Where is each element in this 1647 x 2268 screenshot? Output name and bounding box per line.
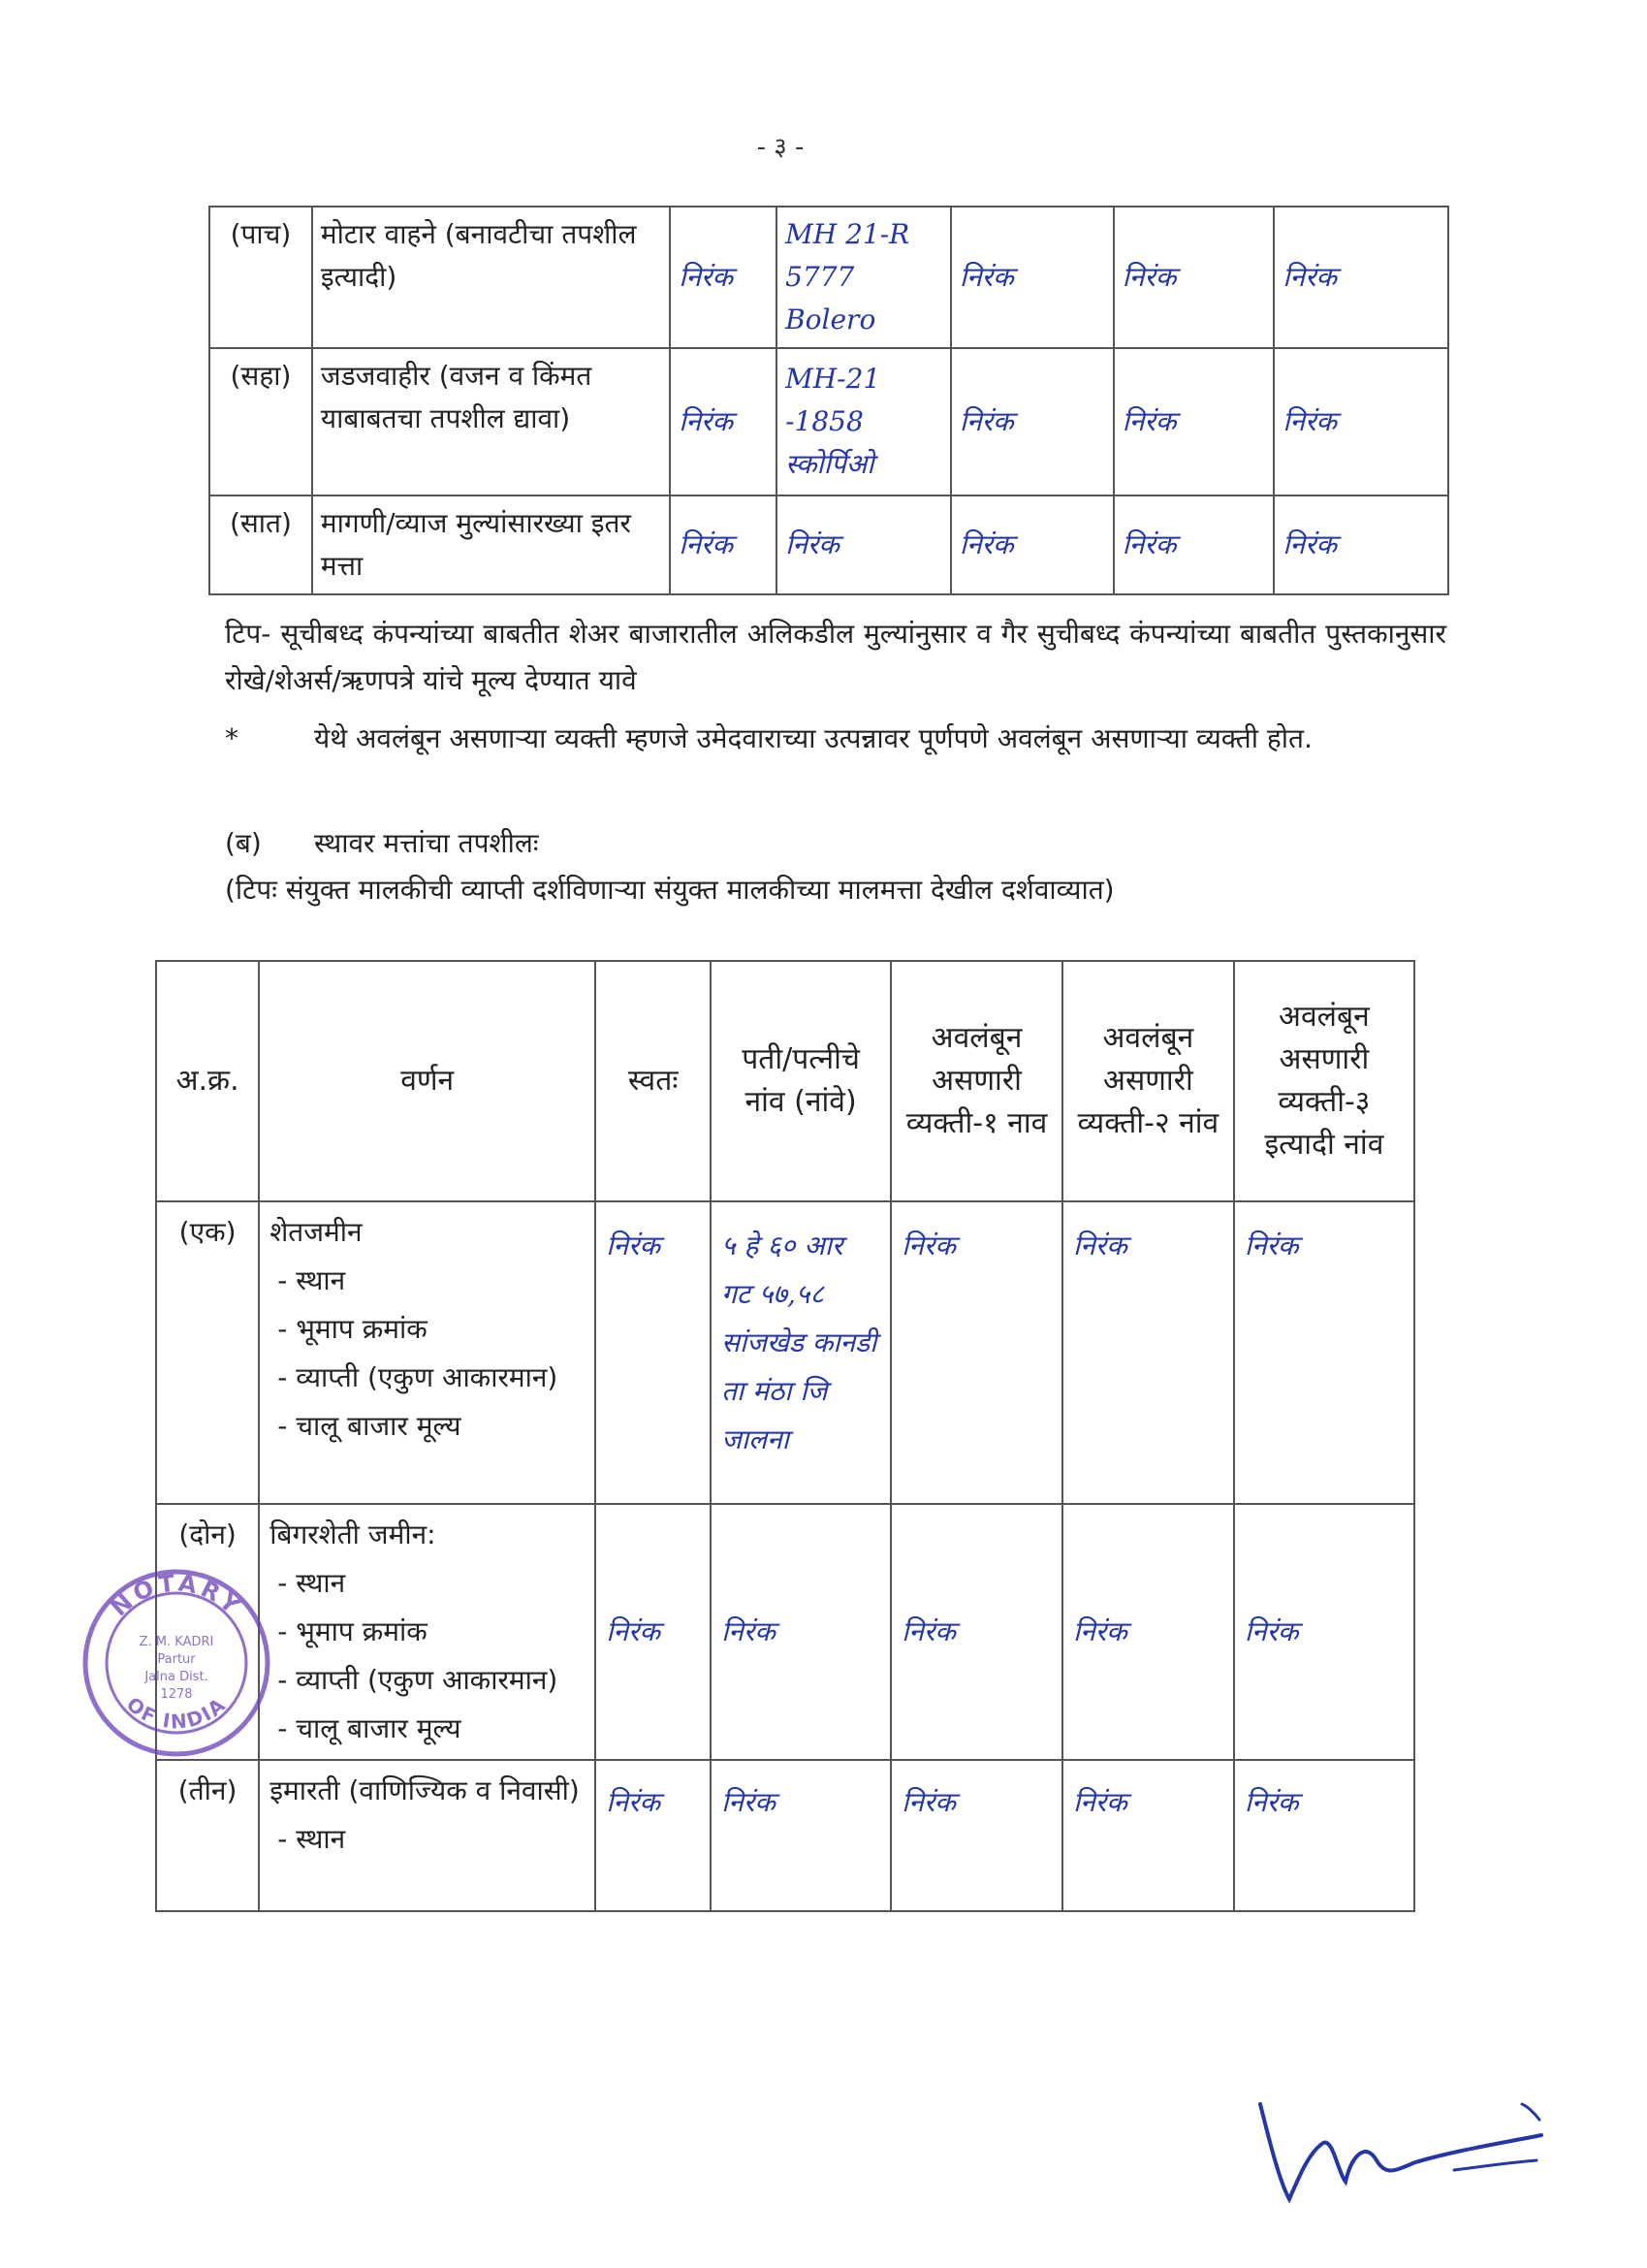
svg-text:Partur: Partur [157,1652,196,1667]
section-immovable-heading [225,820,1446,867]
handwritten-cell: निरंक [1062,1201,1234,1504]
item-sub: - स्थान [277,1264,346,1296]
handwritten-cell: निरंक [1114,348,1275,495]
handwritten-cell: निरंक [1274,207,1448,348]
note-share-valuation: टिप- सूचीबध्द कंपन्यांच्या बाबतीत शेअर बाजारातील अलिकडील मुल्यांनुसार व गैर सुचीबध्द कंपन्यांच्या बाबतीत पुस्तकानुसार रोखे/शेअर्स/ऋणपत्रे यांचे मूल्य देण्यात यावे [225,618,1446,696]
table-row [156,1504,1414,1760]
item-sub: - भूमाप क्रमांक [277,1615,428,1647]
row-description [259,1201,595,1504]
svg-text:1278: 1278 [160,1687,193,1702]
handwritten-cell: निरंक [1062,1760,1234,1911]
column-header: अवलंबून असणारी व्यक्ती-१ नाव [891,961,1062,1201]
section-title: स्थावर मत्तांचा तपशीलः [314,827,539,859]
signature [1231,2085,1570,2220]
item-title: बिगरशेती जमीन: [269,1518,436,1550]
handwritten-cell: निरंक [595,1504,711,1760]
row-description: मागणी/व्याज मुल्यांसारख्या इतर मत्ता [312,495,670,594]
svg-text:Jalna Dist.: Jalna Dist. [144,1670,208,1684]
handwritten-cell: निरंक [1274,495,1448,594]
row-number: (तीन) [156,1760,259,1911]
asterisk-mark: * [225,722,238,754]
table-header-row [156,961,1414,1201]
table-row [156,1201,1414,1504]
handwritten-cell: ५ हे ६० आर गट ५७,५८ सांजखेड कानडी ता मंठा जि जालना [711,1201,891,1504]
item-sub: - स्थान [277,1823,346,1855]
handwritten-cell: निरंक [1234,1760,1414,1911]
handwritten-cell: निरंक [1062,1504,1234,1760]
column-header: अवलंबून असणारी व्यक्ती-२ नांव [1062,961,1234,1201]
page-number: - ३ - [756,133,805,162]
item-sub: - व्याप्ती (एकुण आकारमान) [277,1664,558,1696]
table-row [209,207,1448,348]
notary-stamp [79,1566,273,1760]
column-header: स्वतः [595,961,711,1201]
item-title: शेतजमीन [269,1216,363,1248]
handwritten-cell: निरंक [951,348,1114,495]
item-sub: - स्थान [277,1567,346,1599]
handwritten-cell: निरंक [1234,1504,1414,1760]
item-title: इमारती (वाणिज्यिक व निवासी) [269,1774,580,1806]
row-number: (सहा) [209,348,312,495]
note-dependents [225,716,1446,762]
handwritten-cell: निरंक [711,1504,891,1760]
item-sub: - व्याप्ती (एकुण आकारमान) [277,1361,558,1393]
handwritten-cell: निरंक [891,1504,1062,1760]
item-sub: - चालू बाजार मूल्य [277,1712,461,1744]
row-number: (दोन) [156,1504,259,1760]
handwritten-cell: MH 21-R 5777 Bolero [776,207,951,348]
handwritten-cell: निरंक [670,348,776,495]
handwritten-cell: निरंक [711,1760,891,1911]
column-header: वर्णन [259,961,595,1201]
handwritten-cell: निरंक [595,1201,711,1504]
row-description: मोटार वाहने (बनावटीचा तपशील इत्यादी) [312,207,670,348]
handwritten-cell: निरंक [951,495,1114,594]
handwritten-cell: निरंक [1114,207,1275,348]
immovable-assets-table [155,960,1415,1912]
column-header: अ.क्र. [156,961,259,1201]
row-description [259,1760,595,1911]
movable-assets-table [208,206,1449,595]
svg-text:NOTARY: NOTARY [105,1569,248,1622]
handwritten-cell: निरंक [595,1760,711,1911]
table-row [209,495,1448,594]
row-description [259,1504,595,1760]
handwritten-cell: MH-21 -1858 स्कोर्पिओ [776,348,951,495]
note-dependents-text: येथे अवलंबून असणाऱ्या व्यक्ती म्हणजे उमेदवाराच्या उत्पन्नावर पूर्णपणे अवलंबून असणाऱ्या व्यक्ती होत. [314,722,1313,754]
handwritten-cell: निरंक [951,207,1114,348]
row-number: (एक) [156,1201,259,1504]
handwritten-cell: निरंक [670,207,776,348]
handwritten-cell: निरंक [1274,348,1448,495]
section-mark: (ब) [225,827,262,859]
svg-text:Z. M. KADRI: Z. M. KADRI [139,1635,214,1649]
item-sub: - चालू बाजार मूल्य [277,1410,461,1442]
note-joint-ownership: (टिपः संयुक्त मालकीची व्याप्ती दर्शविणाऱ्या संयुक्त मालकीच्या मालमत्ता देखील दर्शवाव्यात) [225,874,1115,906]
handwritten-cell: निरंक [891,1760,1062,1911]
handwritten-cell: निरंक [776,495,951,594]
handwritten-cell: निरंक [891,1201,1062,1504]
row-description: जडजवाहीर (वजन व किंमत याबाबतचा तपशील द्यावा) [312,348,670,495]
item-sub: - भूमाप क्रमांक [277,1313,428,1345]
handwritten-cell: निरंक [670,495,776,594]
column-header: पती/पत्नीचे नांव (नांवे) [711,961,891,1201]
table-row [209,348,1448,495]
handwritten-cell: निरंक [1114,495,1275,594]
column-header: अवलंबून असणारी व्यक्ती-३ इत्यादी नांव [1234,961,1414,1201]
row-number: (सात) [209,495,312,594]
table-row [156,1760,1414,1911]
row-number: (पाच) [209,207,312,348]
svg-text:OF INDIA: OF INDIA [121,1692,232,1734]
handwritten-cell: निरंक [1234,1201,1414,1504]
